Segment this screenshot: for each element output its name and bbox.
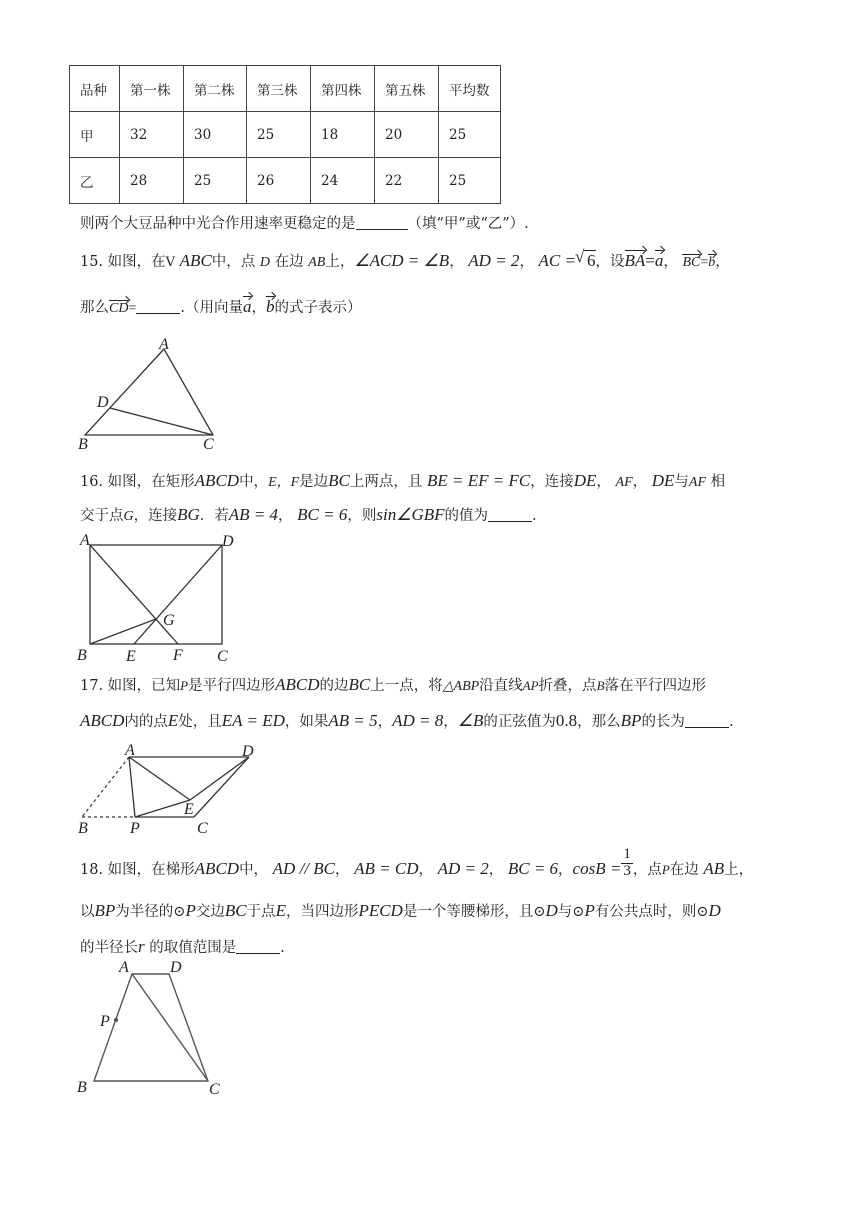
vector-BA: BA xyxy=(624,251,646,270)
table-cell: 18 xyxy=(311,112,375,158)
table-header-cell: 第二株 xyxy=(184,66,247,112)
math: cosB = xyxy=(572,859,622,878)
answer-blank xyxy=(356,214,408,230)
table-header-cell: 第五株 xyxy=(375,66,439,112)
q15-line-1: 15. 如图，在V ABC中，点 D 在边 AB上，∠ACD = ∠B， AD = 2， AC = √ 6，设BA=a， BC=b， xyxy=(80,247,730,270)
math: B xyxy=(596,678,605,693)
text: 交边 xyxy=(195,904,225,920)
label-A: A xyxy=(159,336,169,353)
math: △ABP xyxy=(442,679,480,694)
text: 是平行四边形 xyxy=(188,678,276,694)
math: ABCD xyxy=(194,471,240,490)
text: 是边 xyxy=(299,474,329,490)
table-cell: 25 xyxy=(439,112,501,158)
table-cell: 25 xyxy=(184,158,247,204)
q14-line xyxy=(80,214,529,232)
math: PECD xyxy=(358,901,403,920)
text: 折叠，点 xyxy=(538,678,597,694)
math: D xyxy=(708,901,721,920)
q18-figure xyxy=(72,955,242,1100)
text: 在边 xyxy=(669,862,699,878)
q18-line-2 xyxy=(80,902,721,920)
math: E，F xyxy=(268,475,300,490)
vector-CD: CD xyxy=(109,301,129,316)
text: 如图，在梯形 xyxy=(107,862,195,878)
math: AB xyxy=(703,859,725,878)
text: 的半径长 xyxy=(80,940,138,956)
label-D: D xyxy=(170,959,182,976)
math: AD // BC xyxy=(272,859,336,878)
label-C: C xyxy=(197,820,208,837)
table-header-cell: 第一株 xyxy=(120,66,184,112)
triangle-ABC xyxy=(85,349,213,435)
text: 的正弦值为 xyxy=(483,714,556,730)
text: 以 xyxy=(80,904,95,920)
q17-figure xyxy=(72,740,272,840)
table-header-cell: 品种 xyxy=(70,66,120,112)
math: r xyxy=(138,937,145,956)
math: BC = 6 xyxy=(507,859,559,878)
table-row xyxy=(70,112,501,158)
text: 与⊙ xyxy=(557,904,585,920)
text: 上两点，且 xyxy=(349,474,423,490)
table-cell: 乙 xyxy=(70,158,120,204)
text: 的长为 xyxy=(641,714,685,730)
math: EA = ED xyxy=(221,711,285,730)
math: BE = EF = FC xyxy=(427,471,531,490)
vector-BC: BC xyxy=(682,255,701,270)
fraction-one-third xyxy=(621,847,633,879)
label-B: B xyxy=(77,1079,87,1096)
math: BC xyxy=(328,471,350,490)
q18-line-1: 18. 如图，在梯形ABCD中， AD // BC， AB = CD， AD = 2， BC = 6，cosB = $\frac{1}{3}$ ，点P在边 AB上， xyxy=(80,846,754,879)
text: 与 xyxy=(674,474,689,490)
math: AF xyxy=(615,475,633,490)
q16-line-1: 16. 如图，在矩形ABCD中，E，F是边BC上两点，且 BE = EF = FC，连接DE， AF， DE与AF 相 xyxy=(80,471,726,490)
text: 处，且 xyxy=(178,714,222,730)
math: = xyxy=(700,255,709,270)
math: ABCD xyxy=(80,711,125,730)
question-number: 18. xyxy=(80,862,104,878)
segment-BG xyxy=(90,619,156,644)
data-table xyxy=(69,65,501,204)
text: 落在平行四边形 xyxy=(604,678,707,694)
math: AD = 2 xyxy=(468,251,520,270)
math: AB = CD xyxy=(354,859,419,878)
vector-a: a xyxy=(242,297,252,316)
math: BP xyxy=(620,711,642,730)
text: 如图，在矩形 xyxy=(107,474,195,490)
math: BC = 6 xyxy=(297,505,348,524)
table-cell: 25 xyxy=(247,112,311,158)
text: ，设 xyxy=(595,254,625,270)
text: 交于点 xyxy=(80,508,124,524)
diagonal-AC xyxy=(132,974,208,1081)
side-DC xyxy=(194,757,249,817)
q18-line-3: 的半径长r 的取值范围是 . xyxy=(80,937,285,956)
math: ∠B xyxy=(457,711,484,730)
answer-blank xyxy=(236,938,280,954)
label-C: C xyxy=(203,436,214,453)
math: ∠ACD = ∠B xyxy=(354,251,450,270)
text: 内的点 xyxy=(124,714,168,730)
table-cell: 32 xyxy=(120,112,184,158)
table-header-cell: 平均数 xyxy=(439,66,501,112)
text: 沿直线 xyxy=(479,678,523,694)
side-AB-dashed xyxy=(82,757,129,817)
q16-line-2: 交于点G，连接BG．若AB = 4， BC = 6，则sin∠GBF的值为 . xyxy=(80,505,537,524)
answer-blank xyxy=(488,506,532,522)
q15-line-2: 那么CD= .（用向量a，b的式子表示） xyxy=(80,297,362,316)
label-F: F xyxy=(173,647,183,664)
text: ，那么 xyxy=(577,714,621,730)
table-cell: 甲 xyxy=(70,112,120,158)
label-A: A xyxy=(80,532,90,549)
math: AF xyxy=(688,475,707,490)
label-C: C xyxy=(209,1081,220,1098)
math: AD = 8 xyxy=(392,711,444,730)
math: P xyxy=(661,862,670,877)
vector-b: b xyxy=(708,255,716,270)
label-B: B xyxy=(78,436,88,453)
label-B: B xyxy=(77,647,87,664)
segment-CD xyxy=(110,408,213,435)
text: 上， xyxy=(325,254,355,270)
table-cell: 24 xyxy=(311,158,375,204)
fraction-denominator: 3 xyxy=(623,863,631,879)
table-cell: 20 xyxy=(375,112,439,158)
math: ABCD xyxy=(194,859,240,878)
text: 如图，在 xyxy=(107,254,166,270)
math: sin∠GBF xyxy=(376,505,445,524)
text: 如图，已知 xyxy=(107,678,181,694)
segment-AP xyxy=(129,757,135,817)
label-A: A xyxy=(125,742,135,759)
question-number: 15. xyxy=(80,254,104,270)
sqrt: √ 6 xyxy=(575,247,596,270)
text: 的式子表示） xyxy=(274,300,362,316)
math: DE xyxy=(573,471,597,490)
table-cell: 22 xyxy=(375,158,439,204)
question-number: 17. xyxy=(80,678,104,694)
math: E xyxy=(275,901,286,920)
label-G: G xyxy=(163,612,175,629)
label-D: D xyxy=(97,394,109,411)
label-D: D xyxy=(242,743,254,760)
math: P xyxy=(185,901,196,920)
text: 那么 xyxy=(80,300,109,316)
text: 中， xyxy=(239,862,269,878)
label-A: A xyxy=(119,959,129,976)
vector-b: b xyxy=(265,297,275,316)
table-header-cell: 第三株 xyxy=(247,66,311,112)
text: .（用向量 xyxy=(180,300,243,316)
text: 在边 xyxy=(274,254,304,270)
segment-AF xyxy=(90,545,178,644)
text: ，点 xyxy=(632,862,662,878)
text: 为半径的⊙ xyxy=(115,904,186,920)
table-cell: 25 xyxy=(439,158,501,204)
math: AP xyxy=(522,678,539,693)
table-cell: 28 xyxy=(120,158,184,204)
point-P xyxy=(114,1018,118,1022)
text: ，连接 xyxy=(133,508,178,524)
math: ABC xyxy=(179,251,212,270)
text: ，如果 xyxy=(284,714,329,730)
text: 上， xyxy=(724,862,754,878)
math: AC = xyxy=(538,251,576,270)
segment-DE xyxy=(134,545,222,644)
label-P: P xyxy=(100,1013,110,1030)
math: 0.8 xyxy=(555,711,578,730)
text: ，当四边形 xyxy=(285,904,359,920)
text: 于点 xyxy=(246,904,276,920)
table-header-cell: 第四株 xyxy=(311,66,375,112)
label-P: P xyxy=(130,820,140,837)
text: ，连接 xyxy=(530,474,574,490)
text: 是一个等腰梯形，且⊙ xyxy=(402,904,546,920)
math: AB = 4 xyxy=(228,505,279,524)
math: DE xyxy=(651,471,675,490)
answer-blank xyxy=(685,712,729,728)
math: P xyxy=(180,678,189,693)
math: ABCD xyxy=(275,675,320,694)
rectangle-ABCD xyxy=(90,545,222,644)
math: AB xyxy=(308,255,326,270)
label-E: E xyxy=(184,801,194,818)
table-cell: 30 xyxy=(184,112,247,158)
text: 有公共点时，则⊙ xyxy=(594,904,709,920)
math: BG xyxy=(177,505,200,524)
math: = xyxy=(645,251,655,270)
text: 的取值范围是 xyxy=(149,940,237,956)
segment-AE xyxy=(129,757,190,800)
math: E xyxy=(167,711,179,730)
answer-blank xyxy=(136,298,180,314)
math: 6 xyxy=(587,251,596,270)
math: AB = 5 xyxy=(328,711,378,730)
text: 中， xyxy=(239,474,269,490)
math: BC xyxy=(224,901,247,920)
math: P xyxy=(584,901,595,920)
text: 相 xyxy=(710,474,726,490)
math: D xyxy=(259,255,271,270)
q16-figure xyxy=(72,530,242,666)
segment-DE xyxy=(190,757,249,800)
triangle-symbol: V xyxy=(165,255,176,270)
text: 上一点，将 xyxy=(370,678,443,694)
segment-PE xyxy=(135,800,190,817)
question-number: 16. xyxy=(80,474,104,490)
q14-text: 则两个大豆品种中光合作用速率更稳定的是 xyxy=(80,216,356,232)
q17-line-1 xyxy=(80,676,706,694)
label-E: E xyxy=(126,648,136,665)
text: ．若 xyxy=(199,508,229,524)
math: = xyxy=(128,301,137,316)
math: D xyxy=(545,901,558,920)
fraction-numerator: 1 xyxy=(623,846,631,862)
text: 的边 xyxy=(319,678,349,694)
table-header-row xyxy=(70,66,501,112)
q14-tail: （填“甲”或“乙”）. xyxy=(407,216,529,232)
table-cell: 26 xyxy=(247,158,311,204)
trapezoid-ABCD xyxy=(94,974,208,1081)
text: ，则 xyxy=(347,508,377,524)
label-B: B xyxy=(78,820,88,837)
label-C: C xyxy=(217,648,228,665)
text: 中，点 xyxy=(211,254,256,270)
math: BP xyxy=(94,901,116,920)
table-row xyxy=(70,158,501,204)
vector-a: a xyxy=(654,251,664,270)
text: 的值为 xyxy=(444,508,488,524)
math: AD = 2 xyxy=(437,859,489,878)
q17-line-2: ABCD内的点E处，且EA = ED，如果AB = 5，AD = 8，∠B的正弦值为0.8，那么BP的长为 . xyxy=(80,711,734,730)
q15-figure xyxy=(70,335,230,455)
math: G xyxy=(123,509,134,524)
label-D: D xyxy=(222,533,234,550)
math: BC xyxy=(348,675,371,694)
